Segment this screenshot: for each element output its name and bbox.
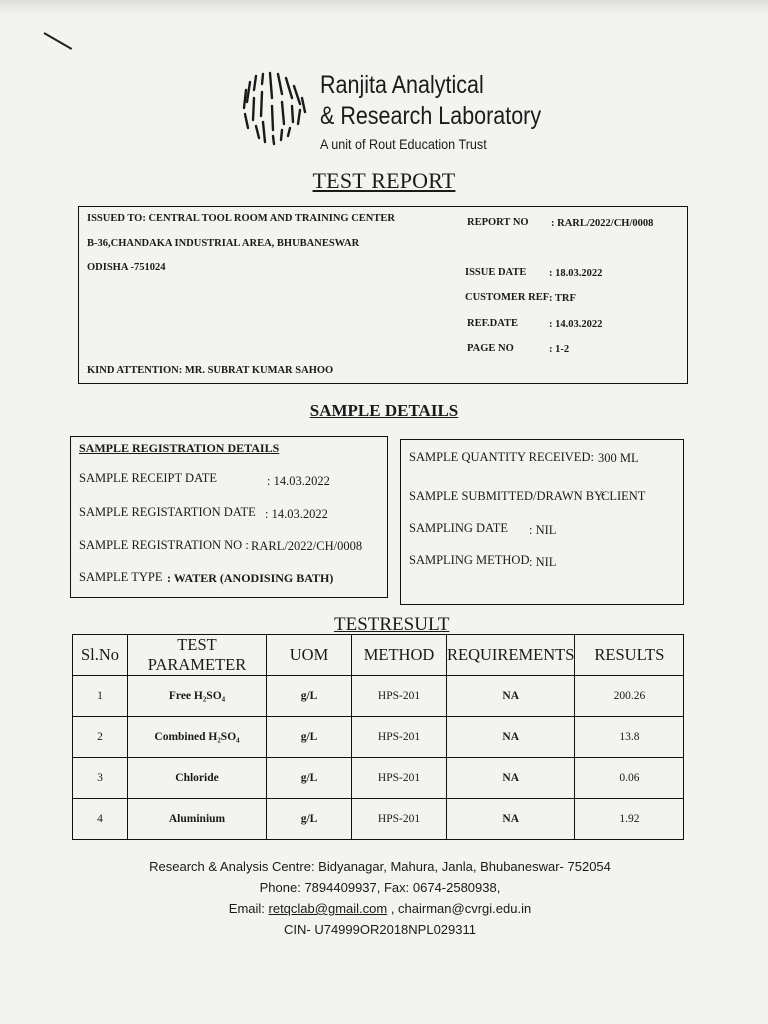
submitted-by-value: CLIENT [601,489,646,503]
page-no-value: : 1-2 [549,344,570,355]
submitted-by-label: SAMPLE SUBMITTED/DRAWN BY: [409,489,606,503]
sample-info-box [400,439,684,605]
registration-no-label: SAMPLE REGISTRATION NO : [79,538,249,552]
cell-uom: g/L [267,799,352,840]
cell-method: HPS-201 [352,758,447,799]
ref-date-value: : 14.03.2022 [549,319,603,330]
footer-email-line [0,898,760,919]
header-sl-no: Sl.No [73,635,128,676]
email-link-lab[interactable]: retqclab@gmail.com [268,901,388,916]
cell-result: 1.92 [575,799,684,840]
issue-date-value: : 18.03.2022 [549,268,603,279]
cell-method: HPS-201 [352,717,447,758]
footer-cin: CIN- U74999OR2018NPL029311 [284,922,476,937]
quantity-value: 300 ML [598,451,639,465]
cell-method: HPS-201 [352,676,447,717]
cell-result: 0.06 [575,758,684,799]
kind-attention: KIND ATTENTION: MR. SUBRAT KUMAR SAHOO [87,365,334,376]
cell-parameter: Combined H₂SO₄ [128,717,267,758]
receipt-date-label: SAMPLE RECEIPT DATE [79,471,217,485]
lab-name-line2: & Research Laboratory [320,102,542,130]
customer-ref-label: CUSTOMER REF [465,292,550,303]
scan-edge [0,0,768,14]
footer [0,856,760,940]
registration-date-value: : 14.03.2022 [265,507,328,521]
cell-requirement: NA [447,758,575,799]
cell-parameter: Chloride [128,758,267,799]
lab-name [320,70,541,132]
pen-mark [44,32,73,50]
table-row [73,676,684,717]
sample-registration-box [70,436,388,598]
lab-logo-icon [236,68,310,148]
cell-requirement: NA [447,676,575,717]
sample-type-label: SAMPLE TYPE [79,570,163,584]
page-no-label: PAGE NO [467,343,514,354]
sample-details-title: SAMPLE DETAILS [309,401,459,420]
table-row [73,758,684,799]
results-table [72,634,684,840]
lab-subtitle: A unit of Rout Education Trust [320,136,487,152]
cell-sl-no: 3 [73,758,128,799]
cell-method: HPS-201 [352,799,447,840]
lab-name-line1: Ranjita Analytical [320,71,484,99]
customer-ref-value: : TRF [549,293,576,304]
cell-uom: g/L [267,758,352,799]
report-no-value: : RARL/2022/CH/0008 [551,218,654,229]
sampling-date-label: SAMPLING DATE [409,521,508,535]
sampling-method-value: : NIL [529,555,557,569]
cell-parameter: Aluminium [128,799,267,840]
address-line-2: ODISHA -751024 [87,262,166,273]
report-info-box [78,206,688,384]
sample-type-value: : WATER (ANODISING BATH) [167,571,334,585]
table-row [73,717,684,758]
sampling-date-value: : NIL [529,523,557,537]
cell-parameter: Free H₂SO₄ [128,676,267,717]
email-label: Email: [228,901,269,916]
footer-phone: Phone: 7894409937, Fax: 0674-2580938, [259,880,501,895]
issue-date-label: ISSUE DATE [465,267,527,278]
cell-sl-no: 4 [73,799,128,840]
header-results: RESULTS [575,635,684,676]
receipt-date-value: : 14.03.2022 [267,474,330,488]
header-uom: UOM [267,635,352,676]
table-header-row [73,635,684,676]
cell-sl-no: 1 [73,676,128,717]
ref-date-label: REF.DATE [467,318,519,329]
address-line-1: B-36,CHANDAKA INDUSTRIAL AREA, BHUBANESWAR [87,238,360,249]
page-title: TEST REPORT [312,168,456,193]
header-test-parameter: TEST PARAMETER [128,635,267,676]
registration-no-value: RARL/2022/CH/0008 [251,539,363,553]
cell-requirement: NA [447,799,575,840]
cell-uom: g/L [267,676,352,717]
cell-sl-no: 2 [73,717,128,758]
registration-date-label: SAMPLE REGISTARTION DATE [79,505,256,519]
quantity-label: SAMPLE QUANTITY RECEIVED: [409,450,594,464]
footer-address: Research & Analysis Centre: Bidyanagar, Mahura, Janla, Bhubaneswar- 752054 [149,859,611,874]
issued-to: ISSUED TO: CENTRAL TOOL ROOM AND TRAINING CENTER [87,213,395,224]
email-chairman: chairman@cvrgi.edu.in [398,901,532,916]
header-requirements: REQUIREMENTS [447,635,575,676]
cell-uom: g/L [267,717,352,758]
registration-heading: SAMPLE REGISTRATION DETAILS [79,441,280,455]
sampling-method-label: SAMPLING METHOD [409,553,530,567]
cell-result: 200.26 [575,676,684,717]
email-separator: , [387,901,399,916]
cell-result: 13.8 [575,717,684,758]
report-no-label: REPORT NO [467,217,529,228]
cell-requirement: NA [447,717,575,758]
test-result-title: TESTRESULT [334,614,450,635]
header-method: METHOD [352,635,447,676]
table-row [73,799,684,840]
